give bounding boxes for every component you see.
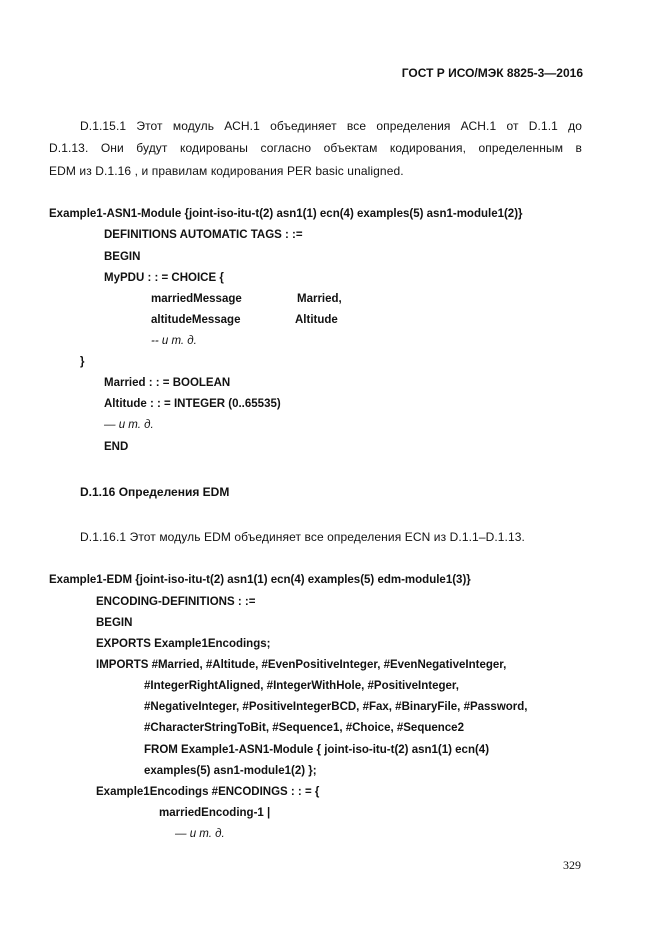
code-line: ENCODING-DEFINITIONS : := — [96, 596, 256, 608]
code-line: FROM Example1-ASN1-Module { joint-iso-itu-t(2) asn1(1) ecn(4) — [144, 744, 490, 756]
paragraph-d-1-16-1: D.1.16.1 Этот модуль EDM объединяет все определения ECN из D.1.1–D.1.13. — [80, 530, 525, 544]
code-line: Married, — [297, 293, 342, 305]
code-line: marriedMessage — [151, 293, 242, 305]
paragraph-line: EDM из D.1.16 , и правилам кодирования PER basic unaligned. — [49, 164, 404, 178]
code-line: Example1Encodings #ENCODINGS : : = { — [96, 786, 320, 798]
page-number: 329 — [563, 858, 581, 872]
code-line: } — [80, 356, 85, 368]
code-line: Altitude : : = INTEGER (0..65535) — [104, 398, 281, 410]
module-title: Example1-EDM {joint-iso-itu-t(2) asn1(1) ecn(4) examples(5) edm-module1(3)} — [49, 574, 471, 586]
page-header: ГОСТ Р ИСО/МЭК 8825-3—2016 — [401, 66, 583, 80]
code-line: examples(5) asn1-module1(2) }; — [144, 765, 317, 777]
code-line: Married : : = BOOLEAN — [104, 377, 231, 389]
code-line: IMPORTS #Married, #Altitude, #EvenPositiveInteger, #EvenNegativeInteger, — [96, 659, 507, 671]
code-line: Altitude — [295, 314, 338, 326]
code-comment: -- и т. д. — [151, 335, 197, 347]
module-title: Example1-ASN1-Module {joint-iso-itu-t(2) asn1(1) ecn(4) examples(5) asn1-module1(2)} — [49, 208, 523, 220]
code-line: DEFINITIONS AUTOMATIC TAGS : := — [104, 229, 303, 241]
code-line: EXPORTS Example1Encodings; — [96, 638, 271, 650]
section-heading: D.1.16 Определения EDM — [80, 485, 230, 499]
code-line: END — [104, 441, 129, 453]
code-line: #IntegerRightAligned, #IntegerWithHole, #PositiveInteger, — [144, 680, 459, 692]
code-line: BEGIN — [104, 251, 141, 263]
code-comment: — и т. д. — [104, 419, 154, 431]
paragraph-line: D.1.15.1 Этот модуль АСН.1 объединяет все определения АСН.1 от D.1.1 до — [80, 119, 582, 133]
code-line: marriedEncoding-1 | — [159, 807, 271, 819]
code-line: MyPDU : : = CHOICE { — [104, 272, 224, 284]
code-line: #NegativeInteger, #PositiveIntegerBCD, #Fax, #BinaryFile, #Password, — [144, 701, 528, 713]
paragraph-line: D.1.13. Они будут кодированы согласно объектам кодирования, определенным в — [49, 141, 582, 155]
code-line: altitudeMessage — [151, 314, 241, 326]
code-comment: — и т. д. — [175, 828, 225, 840]
code-line: BEGIN — [96, 617, 133, 629]
code-line: #CharacterStringToBit, #Sequence1, #Choice, #Sequence2 — [144, 722, 464, 734]
